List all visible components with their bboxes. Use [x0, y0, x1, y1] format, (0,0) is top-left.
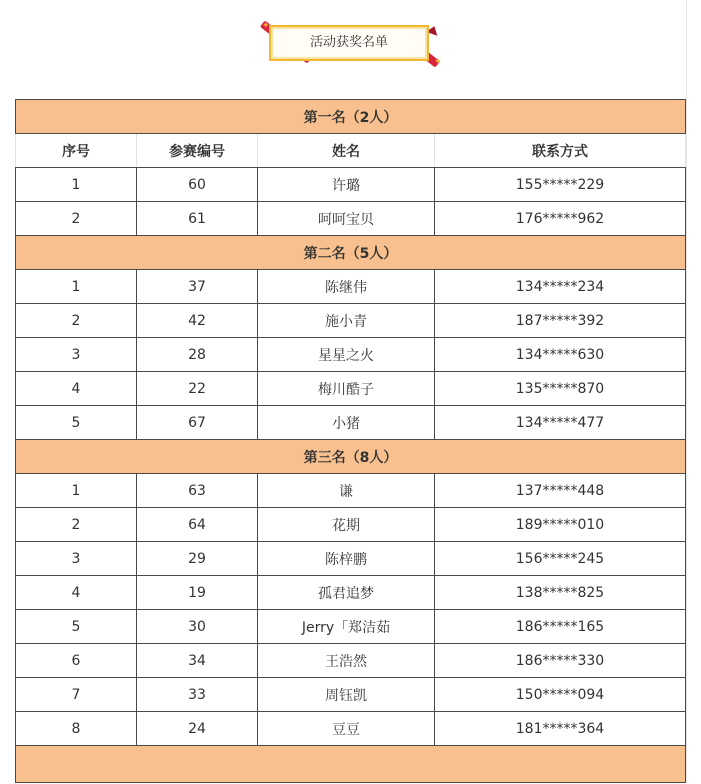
cell-index: 5 [16, 610, 137, 644]
cell-name: 许璐 [258, 168, 435, 202]
cell-index: 4 [16, 576, 137, 610]
cell-name: 施小青 [258, 304, 435, 338]
table-row [16, 372, 686, 406]
cell-contact: 138*****825 [435, 576, 686, 610]
table-row [16, 474, 686, 508]
cell-contact: 137*****448 [435, 474, 686, 508]
cell-name: 谦 [258, 474, 435, 508]
table-row [16, 202, 686, 236]
table-row [16, 406, 686, 440]
cell-index: 2 [16, 202, 137, 236]
table-row [16, 542, 686, 576]
cell-contact: 181*****364 [435, 712, 686, 746]
cell-entry-number: 30 [137, 610, 258, 644]
cell-entry-number: 67 [137, 406, 258, 440]
cell-contact: 155*****229 [435, 168, 686, 202]
cell-entry-number: 61 [137, 202, 258, 236]
cell-index: 1 [16, 168, 137, 202]
cell-index: 6 [16, 644, 137, 678]
cell-entry-number: 33 [137, 678, 258, 712]
cell-entry-number: 37 [137, 270, 258, 304]
cell-index: 1 [16, 270, 137, 304]
cell-name: 呵呵宝贝 [258, 202, 435, 236]
cell-contact: 156*****245 [435, 542, 686, 576]
cell-index: 7 [16, 678, 137, 712]
table-footer-band [16, 746, 686, 783]
cell-entry-number: 24 [137, 712, 258, 746]
table-row [16, 610, 686, 644]
cell-name: 星星之火 [258, 338, 435, 372]
table-row [16, 270, 686, 304]
footer-band-cell [16, 746, 686, 783]
cell-index: 8 [16, 712, 137, 746]
cell-contact: 135*****870 [435, 372, 686, 406]
cell-name: 陈梓鹏 [258, 542, 435, 576]
cell-index: 4 [16, 372, 137, 406]
sparkle-icon: ✦ [262, 21, 270, 31]
right-divider-line [686, 0, 687, 784]
header-contact: 联系方式 [435, 134, 686, 168]
table-row [16, 168, 686, 202]
cell-name: 花期 [258, 508, 435, 542]
cell-contact: 187*****392 [435, 304, 686, 338]
cell-index: 3 [16, 542, 137, 576]
cell-entry-number: 63 [137, 474, 258, 508]
cell-contact: 189*****010 [435, 508, 686, 542]
cell-name: 小猪 [258, 406, 435, 440]
cell-index: 5 [16, 406, 137, 440]
group-title: 第二名（5人） [16, 236, 686, 270]
table-row [16, 304, 686, 338]
cell-index: 3 [16, 338, 137, 372]
cell-name: 豆豆 [258, 712, 435, 746]
cell-entry-number: 60 [137, 168, 258, 202]
cell-contact: 134*****630 [435, 338, 686, 372]
cell-entry-number: 19 [137, 576, 258, 610]
sparkle-icon: ✦ [434, 57, 442, 67]
cell-contact: 176*****962 [435, 202, 686, 236]
group-title: 第一名（2人） [16, 100, 686, 134]
cell-entry-number: 34 [137, 644, 258, 678]
cell-entry-number: 64 [137, 508, 258, 542]
cell-name: 周钰凯 [258, 678, 435, 712]
cell-name: 陈继伟 [258, 270, 435, 304]
cell-name: 王浩然 [258, 644, 435, 678]
cell-contact: 186*****330 [435, 644, 686, 678]
cell-contact: 134*****477 [435, 406, 686, 440]
cell-contact: 150*****094 [435, 678, 686, 712]
table-row [16, 678, 686, 712]
cell-contact: 186*****165 [435, 610, 686, 644]
group-header-row [16, 236, 686, 270]
group-header-row [16, 440, 686, 474]
table-row [16, 576, 686, 610]
cell-entry-number: 28 [137, 338, 258, 372]
table-row [16, 508, 686, 542]
banner-title: 活动获奖名单 [269, 25, 429, 61]
title-banner [258, 14, 448, 74]
table-row [16, 712, 686, 746]
group-header-row [16, 100, 686, 134]
cell-contact: 134*****234 [435, 270, 686, 304]
column-header-row [16, 134, 686, 168]
cell-index: 1 [16, 474, 137, 508]
table-row [16, 338, 686, 372]
cell-entry-number: 22 [137, 372, 258, 406]
header-index: 序号 [16, 134, 137, 168]
cell-name: 孤君追梦 [258, 576, 435, 610]
header-name: 姓名 [258, 134, 435, 168]
winners-table [15, 99, 686, 783]
cell-index: 2 [16, 304, 137, 338]
cell-entry-number: 42 [137, 304, 258, 338]
cell-name: Jerry「郑洁茹 [258, 610, 435, 644]
header-entry-number: 参赛编号 [137, 134, 258, 168]
cell-name: 梅川酷子 [258, 372, 435, 406]
group-title: 第三名（8人） [16, 440, 686, 474]
cell-entry-number: 29 [137, 542, 258, 576]
table-row [16, 644, 686, 678]
cell-index: 2 [16, 508, 137, 542]
